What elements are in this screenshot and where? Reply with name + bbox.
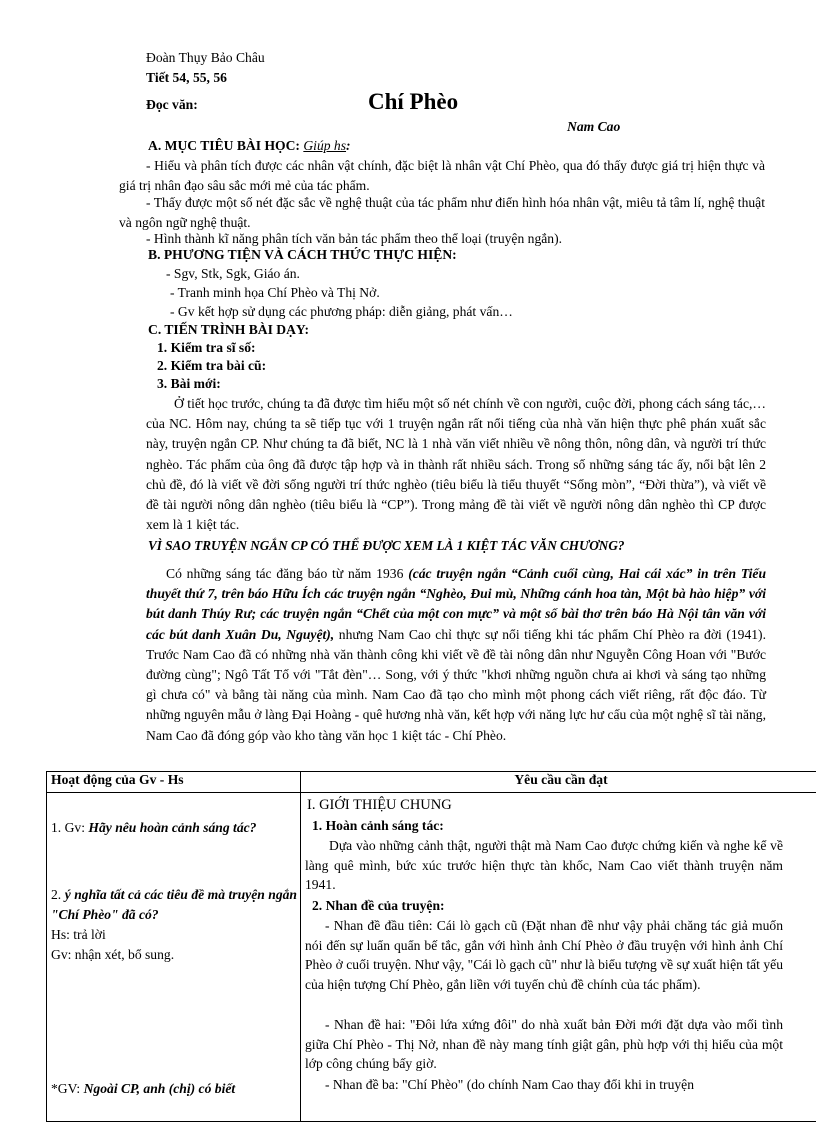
objective-3: - Hình thành kĩ năng phân tích văn bản tác phẩm theo thể loại (truyện ngắn).: [146, 231, 562, 246]
title-two-text: - Nhan đề hai: "Đôi lứa xứng đôi" do nhà xuất bản Đời mới đặt dựa vào mối tình giữa Chí Phèo - Thị Nở, nhan đề này mang tính giật gân, phù hợp với thị hiếu của một lớp công chúng bấy giờ.: [305, 1017, 783, 1072]
step-2: 2. Kiểm tra bài cũ:: [157, 358, 267, 373]
key-question: VÌ SAO TRUYỆN NGẮN CP CÓ THỂ ĐƯỢC XEM LÀ 1 KIỆT TÁC VĂN CHƯƠNG?: [148, 538, 625, 553]
activities-cell: [47, 793, 301, 1122]
section-label: Đọc văn:: [146, 97, 198, 112]
question-1: [51, 818, 297, 838]
section-a-colon: :: [346, 138, 351, 153]
question-2-text: ý nghĩa tất cả các tiêu đề mà truyện ngắn "Chí Phèo" đã có?: [51, 887, 297, 922]
column-header-activities: Hoạt động của Gv - Hs: [47, 772, 301, 793]
column-header-requirements: Yêu cầu cần đạt: [301, 772, 816, 793]
subheading-context: 1. Hoàn cảnh sáng tác:: [312, 818, 444, 833]
page-title: Chí Phèo: [368, 89, 459, 114]
section-a-heading: [148, 138, 351, 154]
means-3: - Gv kết hợp sử dụng các phương pháp: diễn giảng, phát vấn…: [170, 304, 513, 319]
section-b-heading: B. PHƯƠNG TIỆN VÀ CÁCH THỨC THỰC HIỆN:: [148, 247, 457, 262]
intro-paragraph: Ở tiết học trước, chúng ta đã được tìm hiểu một số nét chính về con người, cuộc đời, phong cách sáng tác,… của NC. Hôm nay, chúng ta sẽ tiếp tục với 1 truyện ngắn rất nổi tiếng của nhà văn hiện thực phê phán xuất sắc này, truyện ngắn CP. Như chúng ta đã biết, NC là 1 nhà văn viết nhiều về nông thôn, nông dân, và người trí thức nghèo. Tác phẩm của ông đã được tập hợp và in thành rất nhiều sách. Trong số những sáng tác ấy, nổi bật lên 2 chủ đề, đó là viết về đời sống người trí thức nghèo (tiêu biểu là tiểu thuyết “Sống mòn”, “Đời thừa”), và viết về đề tài người nông dân nghèo (tiêu biểu là “CP”). Trong mảng đề tài viết về người nông dân nghèo thì CP được xem là 1 kiệt tác.: [146, 396, 766, 533]
means-1: - Sgv, Stk, Sgk, Giáo án.: [166, 266, 300, 281]
activity-table: [46, 771, 816, 1122]
subheading-titles: 2. Nhan đề của truyện:: [312, 898, 445, 913]
requirements-cell: [301, 793, 816, 1122]
question-2: [51, 885, 297, 924]
objective-1: - Hiểu và phân tích được các nhân vật chính, đặc biệt là nhân vật Chí Phèo, qua đó thấy được giá trị hiện thực và giá trị nhân đạo sâu sắc mới mẻ của tác phẩm.: [119, 158, 765, 194]
student-answer: Hs: trả lời: [51, 927, 106, 942]
teacher-feedback: Gv: nhận xét, bổ sung.: [51, 947, 175, 962]
section-c-heading: C. TIẾN TRÌNH BÀI DẠY:: [148, 322, 310, 337]
question-1-text: Hãy nêu hoàn cảnh sáng tác?: [88, 820, 257, 835]
question-3-text: Ngoài CP, anh (chị) có biết: [83, 1081, 236, 1096]
question-3-label: *GV:: [51, 1081, 81, 1096]
step-3: 3. Bài mới:: [157, 376, 221, 391]
author-name: Đoàn Thụy Bảo Châu: [146, 50, 265, 65]
step-1: 1. Kiểm tra sĩ số:: [157, 340, 256, 355]
question-1-label: 1. Gv:: [51, 820, 85, 835]
writer-name: Nam Cao: [567, 119, 621, 134]
background-lead: Có những sáng tác đăng báo từ năm 1936: [166, 566, 404, 581]
question-2-label: 2.: [51, 887, 62, 902]
means-2: - Tranh minh họa Chí Phèo và Thị Nở.: [170, 285, 380, 300]
title-one-text: - Nhan đề đầu tiên: Cái lò gạch cũ (Đặt nhan đề như vậy phải chăng tác giả muốn nói đến sự luẩn quẩn bế tắc, gắn với hình ảnh Chí Phèo ở đầu truyện với hình ảnh Chí Phèo ở cuối truyện. Như vậy, "Cái lò gạch cũ" như là biểu tượng về sự xuất hiện tất yếu của hiện tượng Chí Phèo, gắn liền với tuyến chủ đề chính của tác phẩm).: [305, 918, 783, 993]
background-rest: nhưng Nam Cao chỉ thực sự nổi tiếng khi tác phẩm Chí Phèo ra đời (1941). Trước Nam Cao đã có những nhà văn thành công khi viết về đề tài nông dân như Nguyễn Công Hoan với "Bước đường cùng"; Ngô Tất Tố với "Tắt đèn"… Song, với ý thức "khơi những nguồn chưa ai khơi và sáng tạo những gì chưa có" và bằng tài năng của mình. Nam Cao đã tạo cho mình một phong cách viết riêng, rất độc đáo. Từ những nguyên mẫu ở làng Đại Hoàng - quê hương nhà văn, kết hợp với năng lực hư cấu của một nghệ sĩ tài năng, Nam Cao đã đóng góp vào kho tàng văn học 1 kiệt tác - Chí Phèo.: [146, 626, 766, 743]
objective-2: - Thấy được một số nét đặc sắc về nghệ thuật của tác phẩm như điển hình hóa nhân vật, miêu tả tâm lí, nghệ thuật và ngôn ngữ nghệ thuật.: [119, 195, 765, 231]
background-paragraph: [146, 564, 766, 746]
table-header-row: [47, 772, 816, 793]
section-a-note: Giúp hs: [303, 138, 347, 153]
context-text: Dựa vào những cảnh thật, người thật mà Nam Cao được chứng kiến và nghe kể về làng quê mình, bức xúc trước hiện thực tàn khốc, Nam Cao viết thành truyện năm 1941.: [305, 838, 783, 893]
table-row: [47, 793, 816, 1122]
background-works: (các truyện ngắn “Cảnh cuối cùng, Hai cái xác” in trên Tiểu thuyết thứ 7, trên báo Hữu Ích các truyện ngắn “Nghèo, Đui mù, Những cánh hoa tàn, Một bà hào hiệp” với bút danh Thúy Rư; các truyện ngắn “Chết của một con mực” và một số bài thơ trên báo Hà Nội tân văn với các bút danh Xuân Du, Nguyệt),: [146, 566, 766, 642]
title-three-text: - Nhan đề ba: "Chí Phèo" (do chính Nam Cao thay đổi khi in truyện: [325, 1077, 695, 1092]
section-a-title: A. MỤC TIÊU BÀI HỌC:: [148, 138, 300, 153]
question-3: [51, 1079, 297, 1099]
section-heading-intro: I. GIỚI THIỆU CHUNG: [307, 797, 452, 813]
lesson-number: Tiết 54, 55, 56: [146, 70, 227, 85]
